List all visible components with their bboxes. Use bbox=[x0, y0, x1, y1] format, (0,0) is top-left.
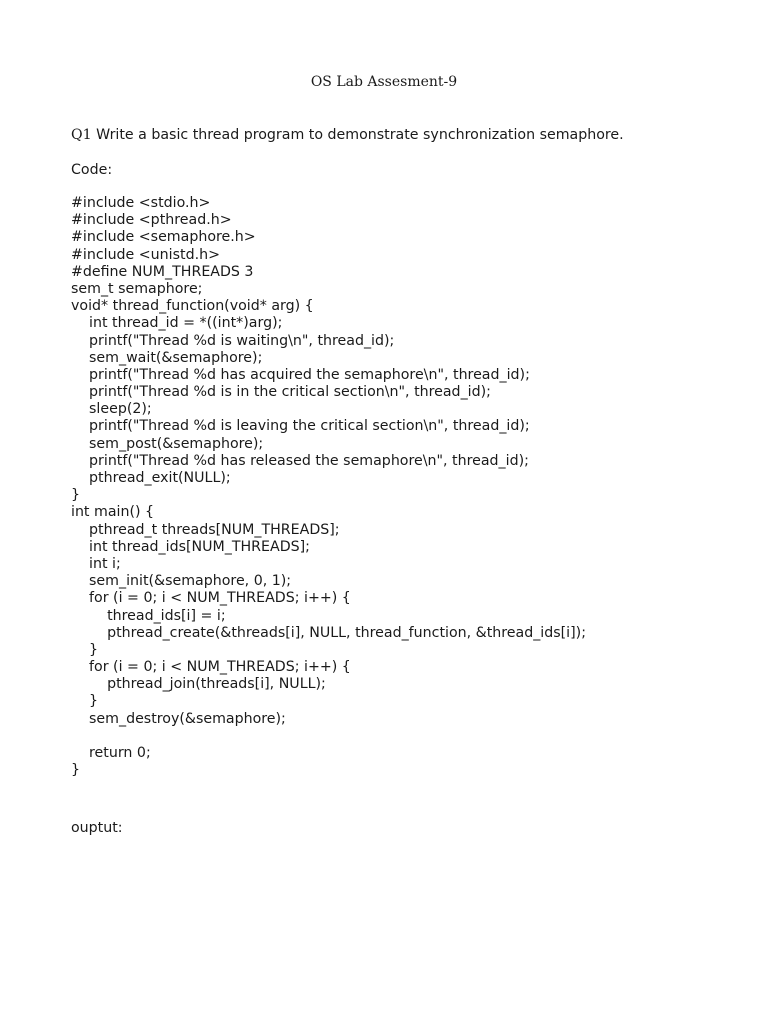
code-line: for (i = 0; i < NUM_THREADS; i++) { bbox=[71, 659, 351, 676]
code-line: sem_destroy(&semaphore); bbox=[71, 710, 286, 727]
code-line: int thread_ids[NUM_THREADS]; bbox=[71, 538, 310, 555]
question-body: Write a basic thread program to demonstrate synchronization semaphore. bbox=[91, 127, 624, 143]
code-line: sem_post(&semaphore); bbox=[71, 435, 264, 452]
code-line: } bbox=[71, 487, 81, 504]
code-line: #define NUM_THREADS 3 bbox=[71, 263, 254, 280]
code-line: pthread_join(threads[i], NULL); bbox=[71, 676, 326, 693]
document-title: OS Lab Assesment-9 bbox=[310, 74, 458, 90]
code-line: printf("Thread %d has acquired the semaphore\n", thread_id); bbox=[71, 366, 530, 383]
code-line: #include <pthread.h> bbox=[71, 212, 232, 229]
code-line: for (i = 0; i < NUM_THREADS; i++) { bbox=[71, 590, 351, 607]
code-line: } bbox=[71, 641, 99, 658]
question-text bbox=[71, 126, 624, 144]
code-line: } bbox=[71, 762, 81, 779]
code-line: void* thread_function(void* arg) { bbox=[71, 298, 314, 315]
code-line: pthread_t threads[NUM_THREADS]; bbox=[71, 521, 340, 538]
code-line: pthread_exit(NULL); bbox=[71, 470, 231, 486]
code-line: sleep(2); bbox=[71, 401, 152, 418]
code-label: Code: bbox=[71, 162, 113, 178]
code-block bbox=[71, 195, 731, 779]
code-line: thread_ids[i] = i; bbox=[71, 607, 226, 624]
code-line: sem_t semaphore; bbox=[71, 280, 203, 297]
code-line: } bbox=[71, 693, 99, 710]
code-line: sem_init(&semaphore, 0, 1); bbox=[71, 573, 292, 590]
code-line: int thread_id = *((int*)arg); bbox=[71, 315, 283, 332]
code-line: pthread_create(&threads[i], NULL, thread_function, &thread_ids[i]); bbox=[71, 624, 586, 641]
code-line: return 0; bbox=[71, 745, 151, 761]
code-line: int i; bbox=[71, 555, 121, 572]
code-line: printf("Thread %d is waiting\n", thread_id); bbox=[71, 332, 395, 349]
code-line: #include <unistd.h> bbox=[71, 246, 220, 263]
code-line: printf("Thread %d has released the semaphore\n", thread_id); bbox=[71, 452, 529, 469]
code-line: int main() { bbox=[71, 504, 155, 521]
code-line: printf("Thread %d is leaving the critical section\n", thread_id); bbox=[71, 418, 530, 435]
code-line bbox=[71, 728, 731, 745]
code-line: sem_wait(&semaphore); bbox=[71, 349, 263, 366]
code-line: #include <semaphore.h> bbox=[71, 229, 256, 246]
question-number: Q1 bbox=[71, 127, 92, 143]
code-line: #include <stdio.h> bbox=[71, 195, 211, 211]
output-label: ouptut: bbox=[71, 820, 123, 836]
code-line: printf("Thread %d is in the critical section\n", thread_id); bbox=[71, 384, 491, 401]
